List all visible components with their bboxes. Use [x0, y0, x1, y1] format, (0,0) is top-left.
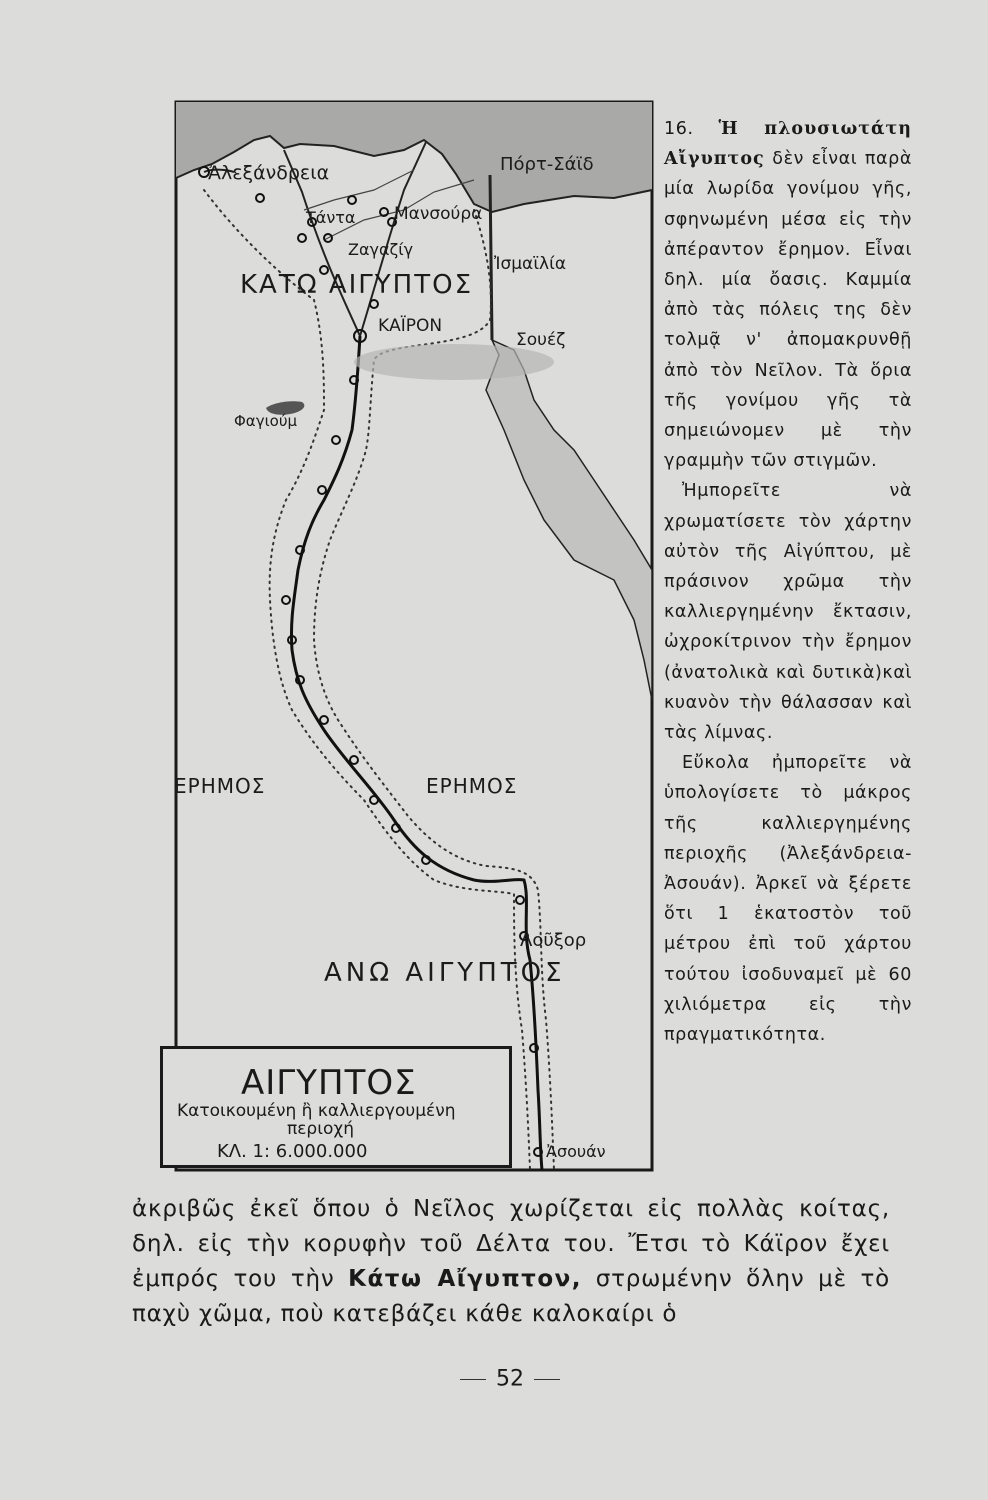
bottom-text-bold: Κάτω Αἴγυπτον,: [348, 1266, 583, 1292]
cultivation-boundary-west: [204, 190, 530, 1170]
section-number: 16.: [664, 119, 694, 139]
section-heading: Ἡ πλουσιωτάτη Αἴγυπτος: [664, 119, 912, 170]
label-ismailia: Ἰσμαϊλία: [494, 254, 567, 274]
label-suez: Σουέζ: [516, 330, 566, 350]
label-mansoura: Μανσούρα: [394, 204, 483, 224]
page-number: [440, 1366, 580, 1392]
legend-line-1: Κατοικουμένη ἢ καλλιεργουμένη: [177, 1101, 456, 1121]
label-tanta: Τάντα: [306, 208, 356, 227]
label-luxor: Λοῦξορ: [520, 930, 587, 951]
label-lower-egypt: ΚΑΤΩ ΑΙΓΥΠΤΟΣ: [240, 270, 473, 300]
suez-canal: [490, 175, 492, 340]
bottom-paragraph: [132, 1192, 890, 1332]
bottom-text-part-1: ἀκριβῶς ἐκεῖ ὅπου ὁ Νεῖλος χωρίζεται εἰς πολλὰς κοίτας, δηλ. εἰς τὴν κορυφὴν τοῦ Δέλτα του. Ἔτσι τὸ Κάϊρον ἔχει ἐμπρός του τὴν: [132, 1196, 890, 1292]
label-desert-west: ΕΡΗΜΟΣ: [174, 774, 266, 798]
paragraph-1: δὲν εἶναι παρὰ μία λωρίδα γονίμου γῆς, σφηνωμένη μέσα εἰς τὴν ἀπέραντον ἔρημον. Εἶναι δηλ. μία ὄασις. Καμμία ἀπὸ τὰς πόλεις της δὲν τολμᾷ ν' ἀπομακρυνθῇ ἀπὸ τὸν Νεῖλον. Τὰ ὅρια τῆς γονίμου γῆς τὰ σημειώνομεν μὲ τὴν γραμμὴν τῶν στιγμῶν.: [664, 149, 912, 472]
page-number-value: 52: [496, 1366, 524, 1392]
damietta-branch: [360, 142, 426, 336]
map-frame: [176, 102, 652, 1170]
red-sea: [486, 340, 652, 700]
side-text-column: [664, 114, 912, 1050]
paragraph-3: Εὔκολα ἠμπορεῖτε νὰ ὑπολογίσετε τὸ μάκρος τῆς καλλιεργημένης περιοχῆς (Ἀλεξάνδρεια-Ἀσουάν). Ἀρκεῖ νὰ ξέρετε ὅτι 1 ἑκατοστὸν τοῦ μέτρου ἐπὶ τοῦ χάρτου τούτου ἰσοδυναμεῖ μὲ 60 χιλιόμετρα εἰς τὴν πραγματικότητα.: [664, 753, 912, 1046]
map-drawing: [174, 100, 654, 1172]
nile-river: [291, 336, 542, 1170]
label-alexandria: Ἀλεξάνδρεια: [208, 162, 330, 184]
label-zagazig: Ζαγαζίγ: [348, 240, 414, 259]
legend-scale: ΚΛ. 1: 6.000.000: [217, 1141, 368, 1162]
label-desert-east: ΕΡΗΜΟΣ: [426, 774, 518, 798]
label-aswan: Ἀσουάν: [546, 1142, 606, 1161]
label-port-said: Πόρτ-Σάϊδ: [500, 154, 594, 175]
paragraph-2: Ἠμπορεῖτε νὰ χρωματίσετε τὸν χάρτην αὐτὸν τῆς Αἰγύπτου, μὲ πράσινον χρῶμα τὴν καλλιεργημένην ἔκτασιν, ὠχροκίτρινον τὴν ἔρημον (ἀνατολικὰ καὶ δυτικὰ)καὶ κυανὸν τὴν θάλασσαν καὶ τὰς λίμνας.: [664, 481, 912, 744]
map-legend: [160, 1046, 512, 1168]
label-cairo: ΚΑΪΡΟΝ: [378, 316, 443, 336]
bottom-text-part-2: στρωμένην ὅλην μὲ τὸ παχὺ χῶμα, ποὺ κατεβάζει κάθε καλοκαίρι ὁ: [132, 1266, 890, 1327]
legend-line-2: περιοχή: [287, 1119, 354, 1139]
legend-title: ΑΙΓΥΠΤΟΣ: [241, 1063, 417, 1103]
egypt-map: [174, 100, 654, 1172]
label-upper-egypt: ΑΝΩ ΑΙΓΥΠΤΟΣ: [324, 958, 566, 988]
label-fayum: Φαγιούμ: [234, 412, 298, 430]
